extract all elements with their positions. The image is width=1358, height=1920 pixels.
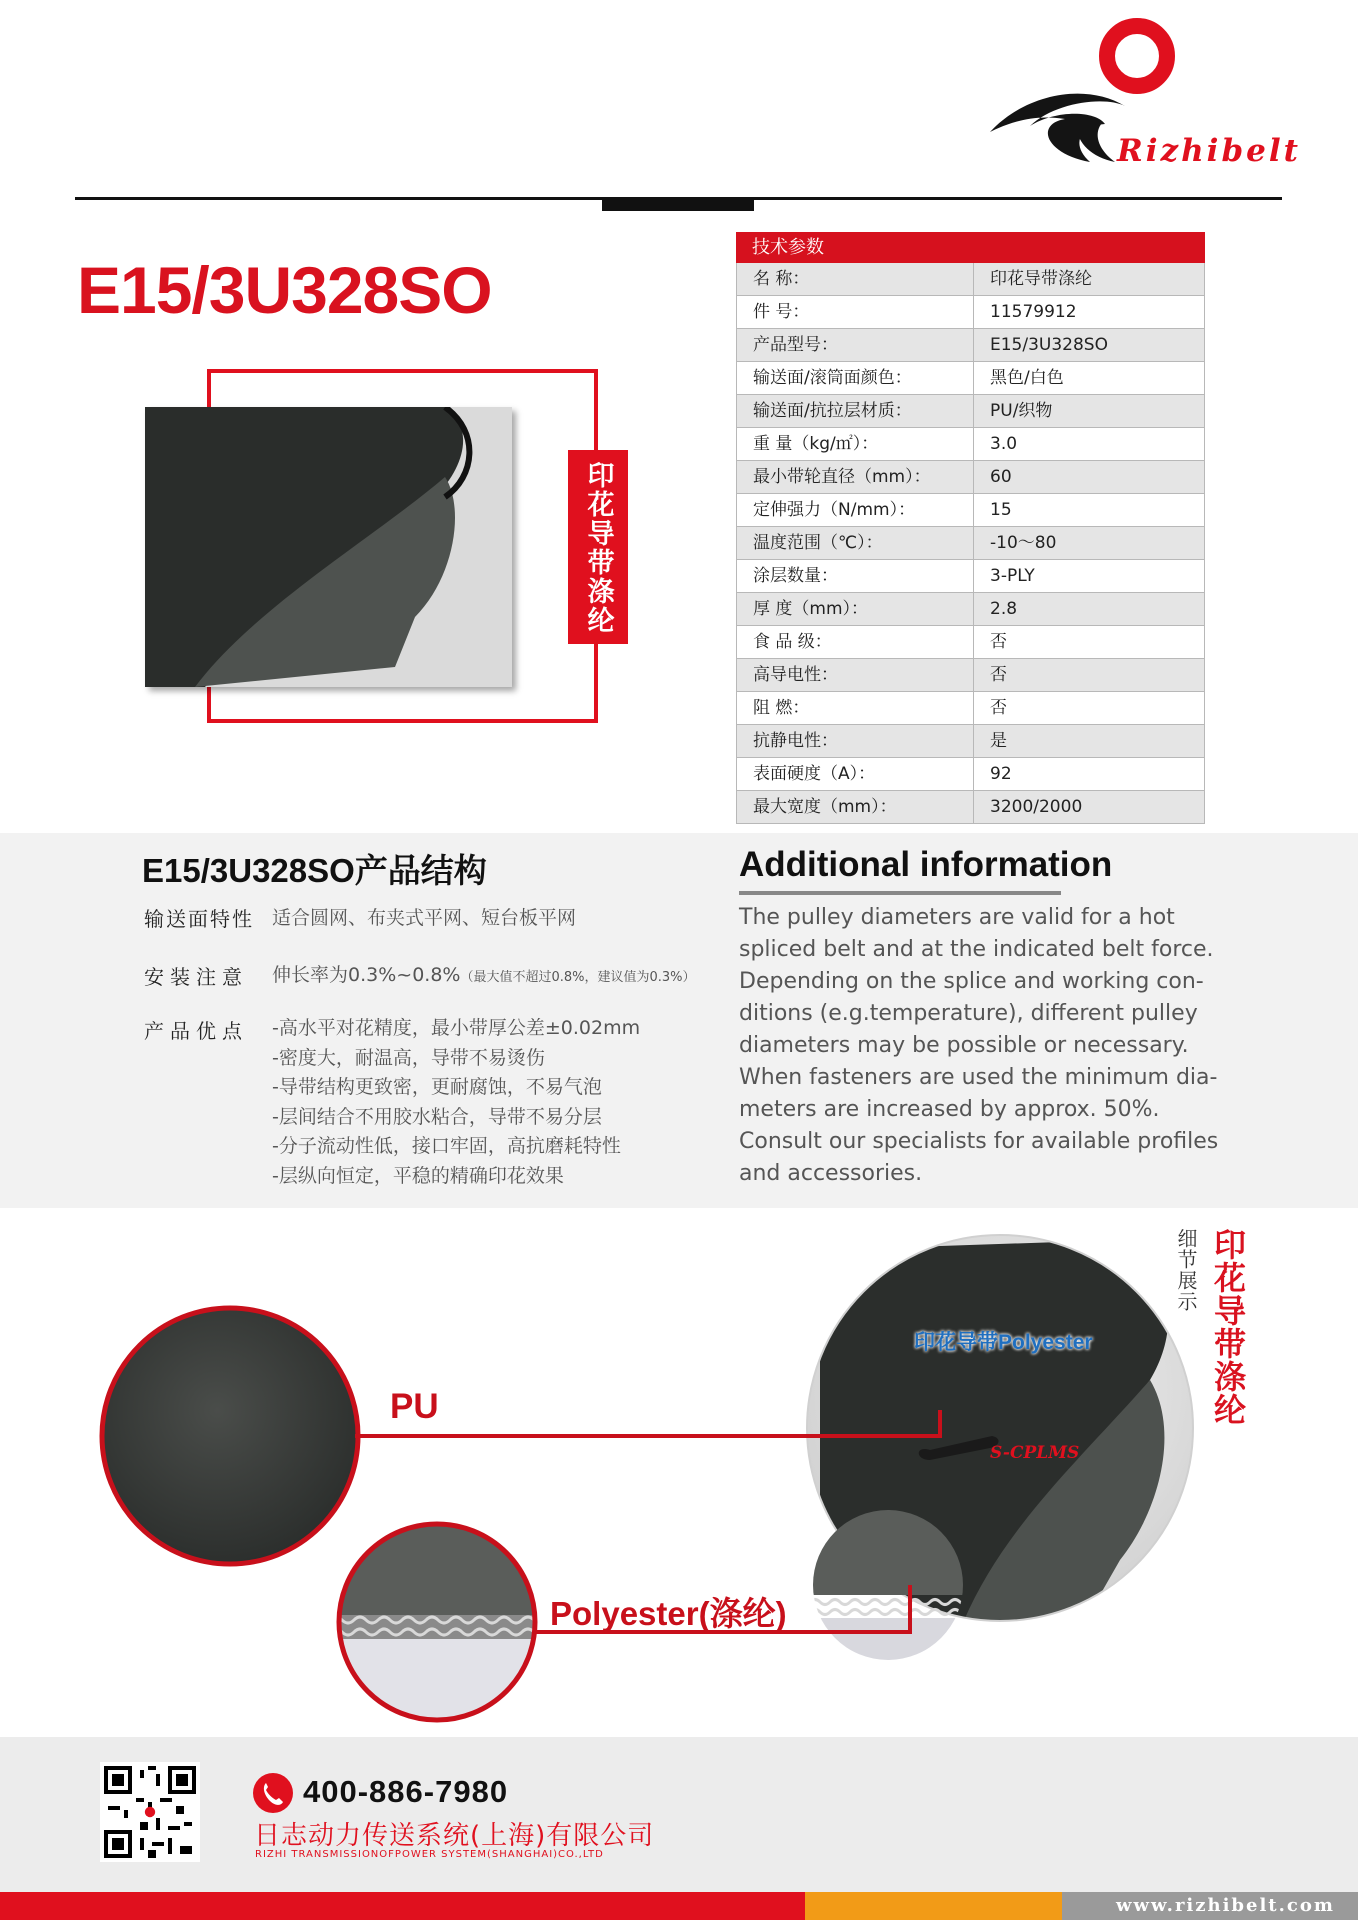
spec-key: 最小带轮直径（mm）： <box>737 461 974 493</box>
structure-title: E15/3U328SO产品结构 <box>142 852 487 889</box>
list-item: -层纵向恒定，平稳的精确印花效果 <box>272 1164 564 1187</box>
spec-key: 食 品 级： <box>737 626 974 658</box>
spec-row <box>736 428 1205 461</box>
spec-value: PU/织物 <box>990 401 1053 421</box>
install-value: 伸长率为0.3%~0.8% <box>272 964 461 986</box>
company-name-en: RIZHI TRANSMISSIONOFPOWER SYSTEM(SHANGHAI)CO.,LTD <box>255 1849 604 1860</box>
spec-row <box>736 659 1205 692</box>
spec-key: 最大宽度（mm）： <box>737 791 974 823</box>
install-row <box>272 960 696 987</box>
text-line: When fasteners are used the minimum dia- <box>739 1065 1218 1090</box>
spec-row <box>736 758 1205 791</box>
spec-value: 11579912 <box>990 302 1077 322</box>
spec-row <box>736 593 1205 626</box>
spec-key: 定伸强力（N/mm）： <box>737 494 974 526</box>
footer-bar-orange <box>805 1892 1062 1920</box>
belt-brand-tag: S-CPLMS <box>990 1443 1080 1463</box>
qr-code-icon[interactable] <box>100 1762 200 1862</box>
pu-surface-circle <box>102 1308 358 1564</box>
brand-wordmark: Rizhibelt <box>1117 133 1301 169</box>
text-line: Depending on the splice and working con- <box>739 969 1204 994</box>
spec-row <box>736 725 1205 758</box>
spec-key: 厚 度（mm）： <box>737 593 974 625</box>
spec-value: 3.0 <box>990 434 1018 454</box>
spec-value: 2.8 <box>990 599 1018 619</box>
spec-key: 输送面/滚筒面颜色： <box>737 362 974 394</box>
spec-key: 重 量（kg/㎡）： <box>737 428 974 460</box>
additional-body <box>739 902 1239 1190</box>
website-link[interactable]: www.rizhibelt.com <box>1116 1895 1335 1916</box>
spec-key: 温度范围（℃）： <box>737 527 974 559</box>
spec-value: 否 <box>990 632 1007 652</box>
text-line: diameters may be possible or necessary. <box>739 1033 1189 1058</box>
advantage-label: 产品优点 <box>144 1019 248 1043</box>
spec-value: 否 <box>990 665 1007 685</box>
product-code-title: E15/3U328SO <box>77 253 492 327</box>
detail-circle-tag: 印花导带Polyester <box>914 1331 1093 1354</box>
product-vertical-label: 印花导带涤纶 <box>568 450 628 644</box>
text-line: Consult our specialists for available profiles <box>739 1129 1219 1154</box>
spec-key: 名 称： <box>737 263 974 295</box>
spec-key: 阻 燃： <box>737 692 974 724</box>
detail-illustration <box>0 1210 1358 1730</box>
spec-row <box>736 527 1205 560</box>
list-item: -层间结合不用胶水粘合，导带不易分层 <box>272 1105 602 1128</box>
spec-row <box>736 692 1205 725</box>
spec-value: -10～80 <box>990 533 1057 553</box>
list-item: -密度大，耐温高，导带不易烫伤 <box>272 1046 545 1069</box>
spec-value: 印花导带涤纶 <box>990 269 1092 289</box>
spec-row <box>736 560 1205 593</box>
spec-value: 60 <box>990 467 1012 487</box>
spec-row <box>736 296 1205 329</box>
header-tab-accent <box>602 199 754 211</box>
advantage-list <box>272 1014 640 1191</box>
text-line: spliced belt and at the indicated belt force. <box>739 937 1214 962</box>
pu-label: PU <box>390 1387 439 1426</box>
spec-row <box>736 626 1205 659</box>
spec-row <box>736 395 1205 428</box>
text-line: ditions (e.g.temperature), different pulley <box>739 1001 1198 1026</box>
company-name: 日志动力传送系统(上海)有限公司 <box>254 1821 655 1851</box>
spec-row <box>736 362 1205 395</box>
additional-title: Additional information <box>739 845 1113 884</box>
surface-label: 输送面特性 <box>144 907 254 931</box>
spec-key: 输送面/抗拉层材质： <box>737 395 974 427</box>
text-line: The pulley diameters are valid for a hot <box>739 905 1175 930</box>
spec-value: 是 <box>990 731 1007 751</box>
footer <box>0 1737 1358 1892</box>
spec-row <box>736 461 1205 494</box>
phone-icon <box>253 1773 293 1813</box>
list-item: -高水平对花精度，最小带厚公差±0.02mm <box>272 1017 641 1039</box>
spec-row <box>736 263 1205 296</box>
detail-vertical-title: 印花导带涤纶 <box>1209 1228 1247 1426</box>
spec-row <box>736 494 1205 527</box>
spec-table-header: 技术参数 <box>736 232 1205 263</box>
additional-underline <box>739 891 1061 895</box>
list-item: -导带结构更致密，更耐腐蚀，不易气泡 <box>272 1076 602 1098</box>
text-line: and accessories. <box>739 1161 923 1186</box>
spec-value: 否 <box>990 698 1007 718</box>
surface-value: 适合圆网、布夹式平网、短台板平网 <box>272 907 577 929</box>
polyester-label: Polyester(涤纶) <box>550 1595 787 1632</box>
footer-bar-red <box>0 1892 805 1920</box>
product-photo <box>145 407 512 687</box>
spec-value: E15/3U328SO <box>990 335 1108 355</box>
spec-key: 产品型号： <box>737 329 974 361</box>
spec-key: 高导电性： <box>737 659 974 691</box>
spec-key: 件 号： <box>737 296 974 328</box>
detail-vertical-sub: 细节展示 <box>1174 1228 1198 1312</box>
polyester-layer-circle <box>330 1520 550 1729</box>
phone-number[interactable]: 400-886-7980 <box>303 1774 509 1809</box>
spec-value: 黑色/白色 <box>990 368 1064 388</box>
list-item: -分子流动性低，接口牢固，高抗磨耗特性 <box>272 1135 621 1157</box>
spec-value: 92 <box>990 764 1012 784</box>
spec-row <box>736 791 1205 824</box>
spec-key: 表面硬度（A）： <box>737 758 974 790</box>
install-note: （最大值不超过0.8%，建议值为0.3%） <box>460 970 696 985</box>
spec-table <box>736 232 1205 824</box>
spec-value: 3200/2000 <box>990 797 1083 817</box>
spec-value: 3-PLY <box>990 566 1035 586</box>
spec-value: 15 <box>990 500 1012 520</box>
spec-key: 涂层数量： <box>737 560 974 592</box>
install-label: 安装注意 <box>144 965 248 989</box>
text-line: meters are increased by approx. 50%. <box>739 1097 1160 1122</box>
spec-key: 抗静电性： <box>737 725 974 757</box>
spec-row <box>736 329 1205 362</box>
